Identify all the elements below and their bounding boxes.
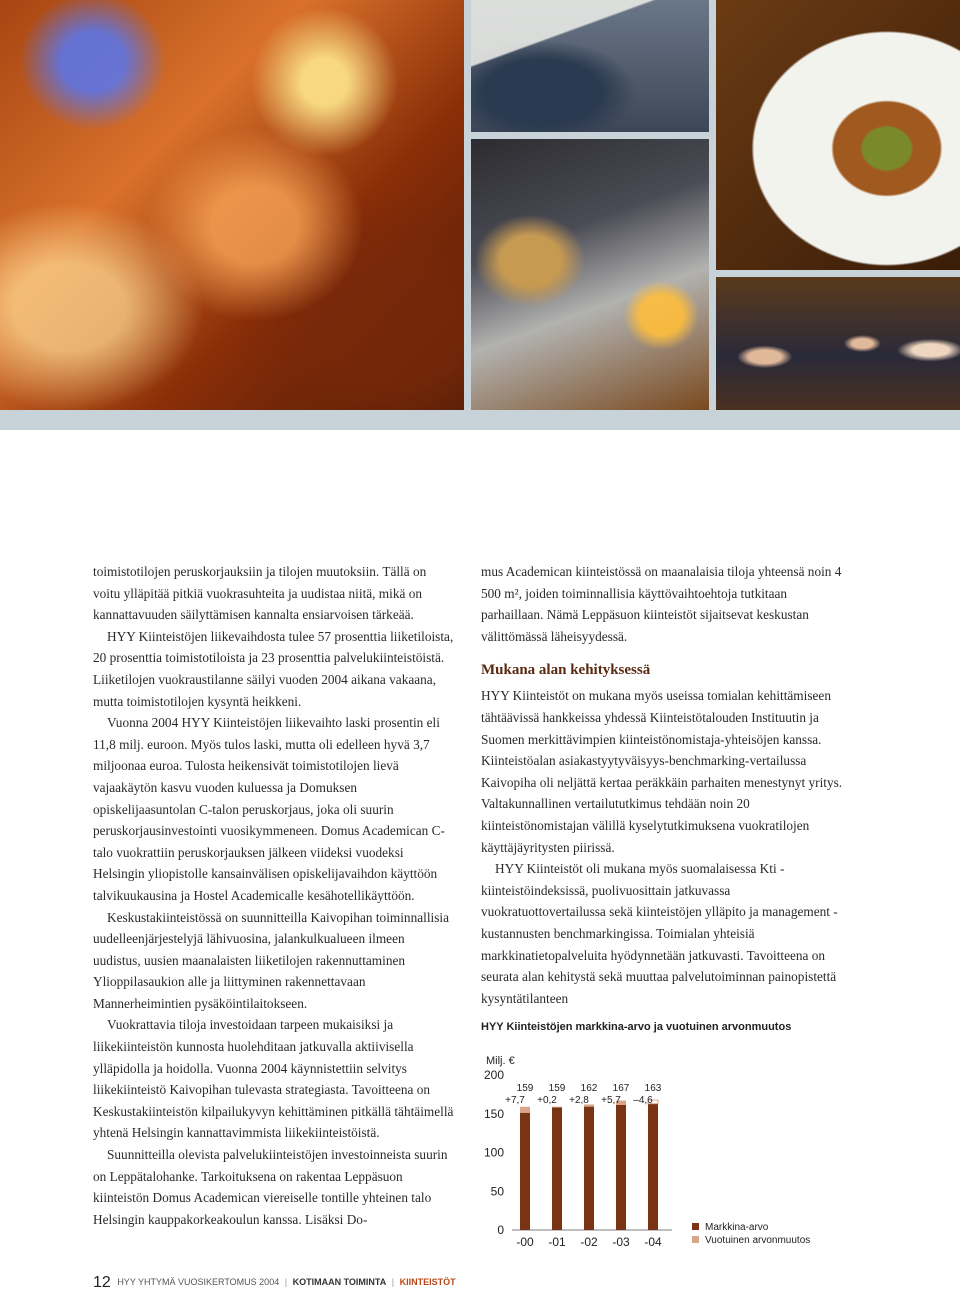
paragraph: Suunnitteilla olevista palvelukiinteistöjen investoinneista suurin on Leppätalohanke. Tarkoituksena on rakentaa Leppäsuon kiinteistön Domus Academican viereiselle tontille yhteinen talo Helsingin kauppakorkeakoulun kanssa. Lisäksi Do- <box>93 1147 448 1227</box>
food-plate-photo <box>716 0 960 270</box>
section-heading: Mukana alan kehityksessä <box>481 662 651 679</box>
paragraph: mus Academican kiinteistössä on maanalaisia tiloja yhteensä noin 4 500 m², joiden toiminnallisia käyttövaihtoehtoja tutkitaan parhaillaan. Nämä Leppäsuon kiinteistöt sijaitsevat keskustan välittömässä läheisyydessä. <box>481 564 842 644</box>
y-tick-label: 150 <box>483 1106 504 1121</box>
market-value-label: 159 <box>548 1083 566 1094</box>
legend-swatch-market-value <box>692 1223 699 1230</box>
x-tick-label: -03 <box>612 1235 630 1249</box>
paragraph: HYY Kiinteistöt on mukana myös useissa tomialan kehittämiseen tähtäävissä hankkeissa yhdessä Kiinteistötalouden Instituutin ja Suomen merkittävimpien kiinteistönomistaja-yhteisöjen kanssa. Kiinteistöalan asiakastyytyväisyys-benchmarking-vertailussa Kaivopiha oli neljättä kertaa peräkkäin parhaiten menestynyt yritys. Valtakunnallinen vertailututkimus tehdään noin 20 kiinteistönomistajan välillä kyselytutkimuksena vuokratilojen käyttäjäyritysten piirissä. <box>481 688 843 855</box>
value-change-label: +5,7 <box>601 1095 621 1106</box>
paragraph: toimistotilojen peruskorjauksiin ja tilojen muutoksiin. Tällä on voitu ylläpitää pitkiä vuokrasuhteita ja uudistaa niitä, mikä on kannattavuuden säilyttämisen kannalta ensiarvoisen tärkeää. <box>93 564 427 623</box>
value-change-bar <box>552 1107 562 1108</box>
y-unit-label: Milj. € <box>486 1055 515 1067</box>
value-change-label: +2,8 <box>569 1095 589 1106</box>
page-number: 12 <box>93 1274 111 1291</box>
footer-subsection: KIINTEISTÖT <box>399 1277 456 1287</box>
footer-separator: | <box>284 1277 288 1287</box>
paragraph: HYY Kiinteistöjen liikevaihdosta tulee 57 prosenttia liiketiloista, 20 prosenttia toimistotiloista ja 23 prosenttia palvelukiinteistöistä. Liiketilojen vuokraustilanne säilyi vuoden 2004 aikana vakaana, mutta toimistotilojen kysyntä heikkeni. <box>93 628 454 709</box>
paragraph: Keskustakiinteistössä on suunnitteilla Kaivopihan toiminnallisia uudelleenjärjestelyjä lähivuosina, jalankulkualueen ilmeen uudistus, uusien maanalaisten liiketilojen rakennuttaminen Ylioppilasaukion alle ja liittyminen rakennettavaan Mannerheimintien pysäköintilaitokseen. <box>93 909 449 1011</box>
y-tick-label: 100 <box>483 1145 504 1160</box>
photo-band <box>0 0 960 430</box>
diners-photo <box>716 277 960 410</box>
page-footer <box>93 1274 456 1292</box>
footer-section: KOTIMAAN TOIMINTA <box>292 1277 387 1287</box>
x-tick-label: -04 <box>644 1235 662 1249</box>
right-text-column <box>481 561 843 1009</box>
paragraph: HYY Kiinteistöt oli mukana myös suomalaisessa Kti -kiinteistöindeksissä, puolivuosittain jatkuvassa vuokratuottovertailussa sekä kiinteistöjen ylläpito ja management -kustannusten benchmarkingissa. Toimialan yhteisiä markkinatietopalveluita hyödynnetään jatkuvasti. Tavoitteena on seurata alan kehitystä sekä muuttaa palvelutoiminnan painopistettä kysyntätilanteen <box>481 861 838 1006</box>
restaurant-crowd-photo <box>0 0 464 410</box>
value-change-label: +7,7 <box>505 1095 525 1106</box>
value-change-bar <box>520 1107 530 1113</box>
market-value-bar <box>520 1113 530 1230</box>
market-value-bar <box>552 1107 562 1230</box>
y-tick-label: 50 <box>490 1184 504 1199</box>
legend-label-market-value: Markkina-arvo <box>705 1222 769 1233</box>
value-change-label: +0,2 <box>537 1095 557 1106</box>
paragraph: Vuokrattavia tiloja investoidaan tarpeen mukaisiksi ja liikekiinteistön kunnosta huolehditaan jatkuvalla aktiivisella ylläpidolla ja hoidolla. Vuonna 2004 käynnistettiin selvitys liikekiinteistö Kaivopihan tulevasta strategiasta. Tavoitteena on Keskustakiinteistön kilpailukyvyn kehittäminen pitkällä tähtäimellä yhtenä Helsingin kannattavimmista liikekiinteistöistä. <box>93 1017 454 1141</box>
table-with-beer-photo <box>471 139 709 410</box>
market-value-bar <box>648 1104 658 1230</box>
y-tick-label: 200 <box>483 1068 504 1082</box>
x-tick-label: -02 <box>580 1235 598 1249</box>
market-value-label: 162 <box>580 1083 598 1094</box>
market-value-bar <box>584 1107 594 1230</box>
y-tick-label: 0 <box>497 1223 504 1237</box>
market-value-label: 159 <box>516 1083 534 1094</box>
left-text-column <box>93 561 455 1230</box>
x-tick-label: -01 <box>548 1235 566 1249</box>
footer-report-title: HYY YHTYMÄ VUOSIKERTOMUS 2004 <box>117 1277 280 1287</box>
x-tick-label: -00 <box>516 1235 534 1249</box>
market-value-bar <box>616 1105 626 1230</box>
market-value-chart <box>470 1045 870 1260</box>
market-value-label: 167 <box>612 1083 630 1094</box>
chart-title: HYY Kiinteistöjen markkina-arvo ja vuotuinen arvonmuutos <box>481 1021 792 1033</box>
value-change-label: –4,6 <box>633 1095 653 1106</box>
market-value-label: 163 <box>644 1083 662 1094</box>
legend-label-value-change: Vuotuinen arvonmuutos <box>705 1235 811 1246</box>
paragraph: Vuonna 2004 HYY Kiinteistöjen liikevaihto laski prosentin eli 11,8 milj. euroon. Myös tulos laski, mutta oli edelleen hyvä 3,7 miljoonaa euroa. Tulosta heikensivät toimistotilojen lievä vajaakäytön kasvu vuoden kuluessa ja Domuksen opiskelijaasuntolan C-talon peruskorjaus, joka oli suurin peruskorjausinvestointi vuosikymmeneen. Domus Academican C-talo vuokrattiin peruskorjauksen jälkeen viideksi vuodeksi Helsingin yliopistolle kansainvälisen opiskelijavaihdon käyttöön talvikuukausina ja Hostel Academicalle kesähotellikäyttöön. <box>93 715 445 903</box>
footer-separator: | <box>391 1277 395 1287</box>
newspaper-readers-photo <box>471 0 709 132</box>
legend-swatch-value-change <box>692 1236 699 1243</box>
